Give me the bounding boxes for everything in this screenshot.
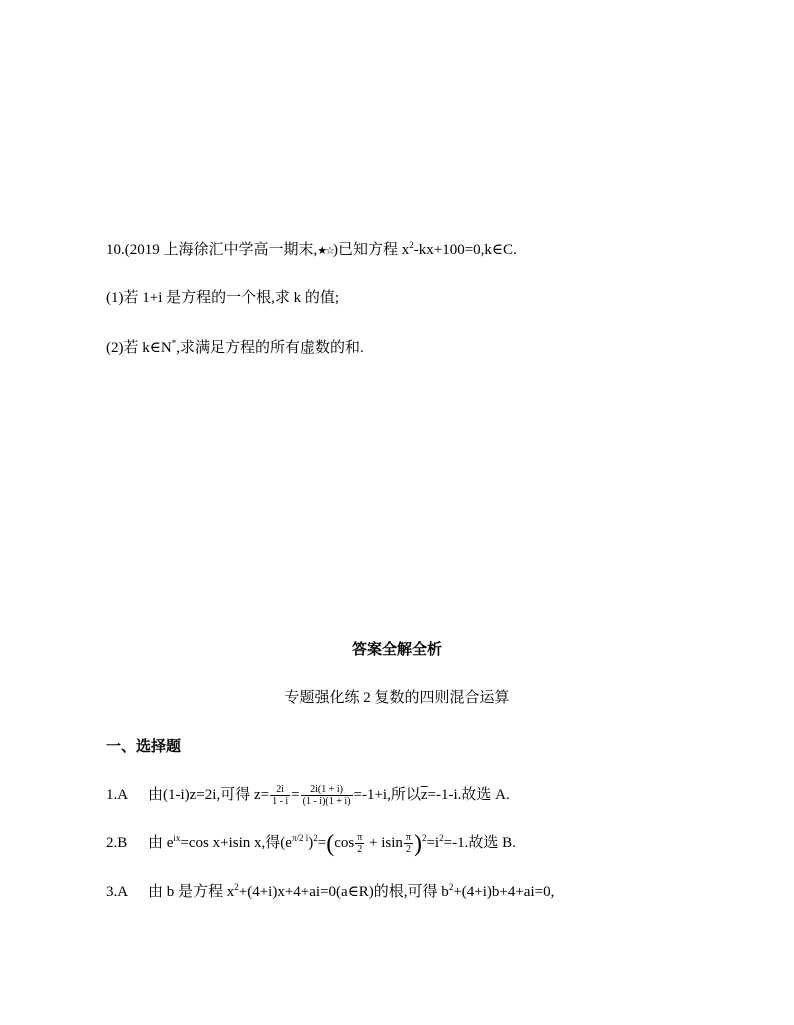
answer-label: 3.A	[106, 884, 129, 900]
answer-3: 3.A 由 b 是方程 $x^2+(4+i)x+4+ai=0(a\in R)$的根,可得 $b^2+(4+i)b+4+ai=0$,	[106, 882, 555, 900]
fraction: $\frac{\pi}{2}$	[405, 832, 411, 855]
fraction: $\frac{\pi}{2}$	[357, 832, 363, 855]
difficulty-stars-icon: ★☆	[317, 245, 333, 257]
answer-2: 2.B 由 $e^{ix}=\cos$ x+isin x,得$(e^{\pi/2 i})^2=(\cos$ $\frac{\pi}{2}$ + isin $\frac{\pi}{2}$ )$^2=i^2=-1$.故选 B.	[106, 830, 516, 857]
answer-1: 1.A 由(1-i)z=2i,可得 z= $\frac{2i}{1 - i}$ = $\frac{2i(1 + i)}{(1 - i)(1 + i)}$ =-1+i,所以$\overline{z}=-1-i$.故选 A.	[106, 784, 510, 807]
question-source: (2019 上海徐汇中学高一期末,	[124, 242, 318, 258]
question-number: 10.	[106, 242, 125, 258]
answer-label: 1.A	[106, 786, 129, 803]
right-paren: )	[413, 830, 422, 857]
section-heading: 一、选择题	[106, 737, 182, 755]
answer-subtitle: 专题强化练 2 复数的四则混合运算	[284, 690, 510, 706]
conjugate-z: $\overline{z}$	[420, 786, 428, 803]
fraction: $\frac{2i}{1 - i}$	[272, 784, 289, 807]
fraction: $\frac{2i(1 + i)}{(1 - i)(1 + i)}$	[302, 784, 351, 807]
answer-label: 2.B	[106, 834, 128, 851]
question-10-stem: 10.(2019 上海徐汇中学高一期末,★☆)已知方程 $x^2-kx+100=0,k\in C$.	[106, 240, 517, 258]
exponent-pi-half-i: π/2 i	[291, 832, 309, 843]
left-paren: (	[326, 830, 335, 857]
answer-title: 答案全解全析	[351, 640, 442, 658]
question-10-part-1: (1)若 1+i 是方程的一个根,求 k 的值;	[106, 290, 340, 306]
question-10-part-2: (2)若 k∈N*,求满足方程的所有虚数的和.	[106, 338, 364, 356]
